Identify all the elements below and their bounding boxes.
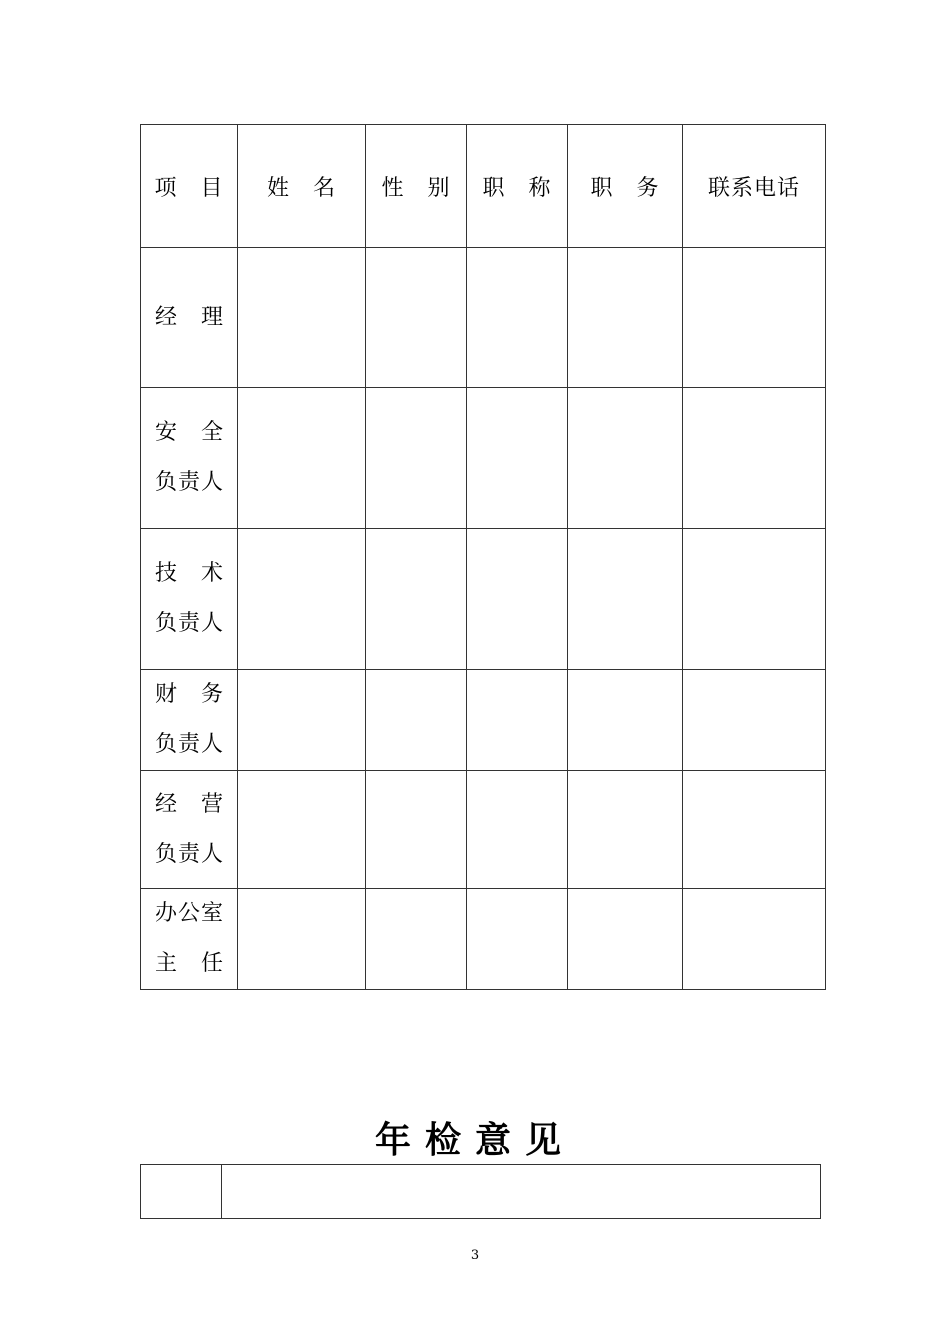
header-item: 项 目 [141,125,238,248]
cell-name[interactable] [238,771,366,889]
table-header-row [141,125,826,248]
cell-name[interactable] [238,529,366,670]
cell-position[interactable] [568,771,683,889]
cell-phone[interactable] [683,771,826,889]
cell-name[interactable] [238,670,366,771]
header-name: 姓 名 [238,125,366,248]
table-row [141,388,826,529]
table-row [141,248,826,388]
staff-info-table [140,124,826,990]
cell-title[interactable] [467,529,568,670]
cell-title[interactable] [467,771,568,889]
cell-gender[interactable] [366,529,467,670]
cell-phone[interactable] [683,388,826,529]
cell-position[interactable] [568,670,683,771]
header-gender: 性 别 [366,125,467,248]
cell-name[interactable] [238,889,366,990]
table-row [141,771,826,889]
cell-title[interactable] [467,889,568,990]
inspection-opinion-cell[interactable] [222,1165,821,1219]
annual-inspection-title: 年检意见 [374,1119,575,1161]
row-label-safety: 安 全 负责人 [141,388,238,529]
cell-name[interactable] [238,248,366,388]
table-row [141,670,826,771]
cell-gender[interactable] [366,889,467,990]
cell-title[interactable] [467,388,568,529]
row-label-technical: 技 术 负责人 [141,529,238,670]
annual-inspection-table [140,1164,821,1219]
cell-gender[interactable] [366,771,467,889]
cell-phone[interactable] [683,889,826,990]
cell-gender[interactable] [366,248,467,388]
inspection-label-cell[interactable] [141,1165,222,1219]
header-title: 职 称 [467,125,568,248]
cell-position[interactable] [568,248,683,388]
table-row [141,889,826,990]
cell-phone[interactable] [683,529,826,670]
header-position: 职 务 [568,125,683,248]
cell-phone[interactable] [683,670,826,771]
page-number: 3 [470,1248,480,1263]
cell-position[interactable] [568,529,683,670]
cell-position[interactable] [568,388,683,529]
table-row [141,529,826,670]
row-label-operations: 经 营 负责人 [141,771,238,889]
row-label-finance: 财 务 负责人 [141,670,238,771]
header-phone: 联系电话 [683,125,826,248]
cell-gender[interactable] [366,670,467,771]
cell-title[interactable] [467,670,568,771]
cell-gender[interactable] [366,388,467,529]
row-label-manager: 经 理 [141,248,238,388]
cell-name[interactable] [238,388,366,529]
cell-title[interactable] [467,248,568,388]
cell-phone[interactable] [683,248,826,388]
row-label-office-director: 办公室 主 任 [141,889,238,990]
cell-position[interactable] [568,889,683,990]
